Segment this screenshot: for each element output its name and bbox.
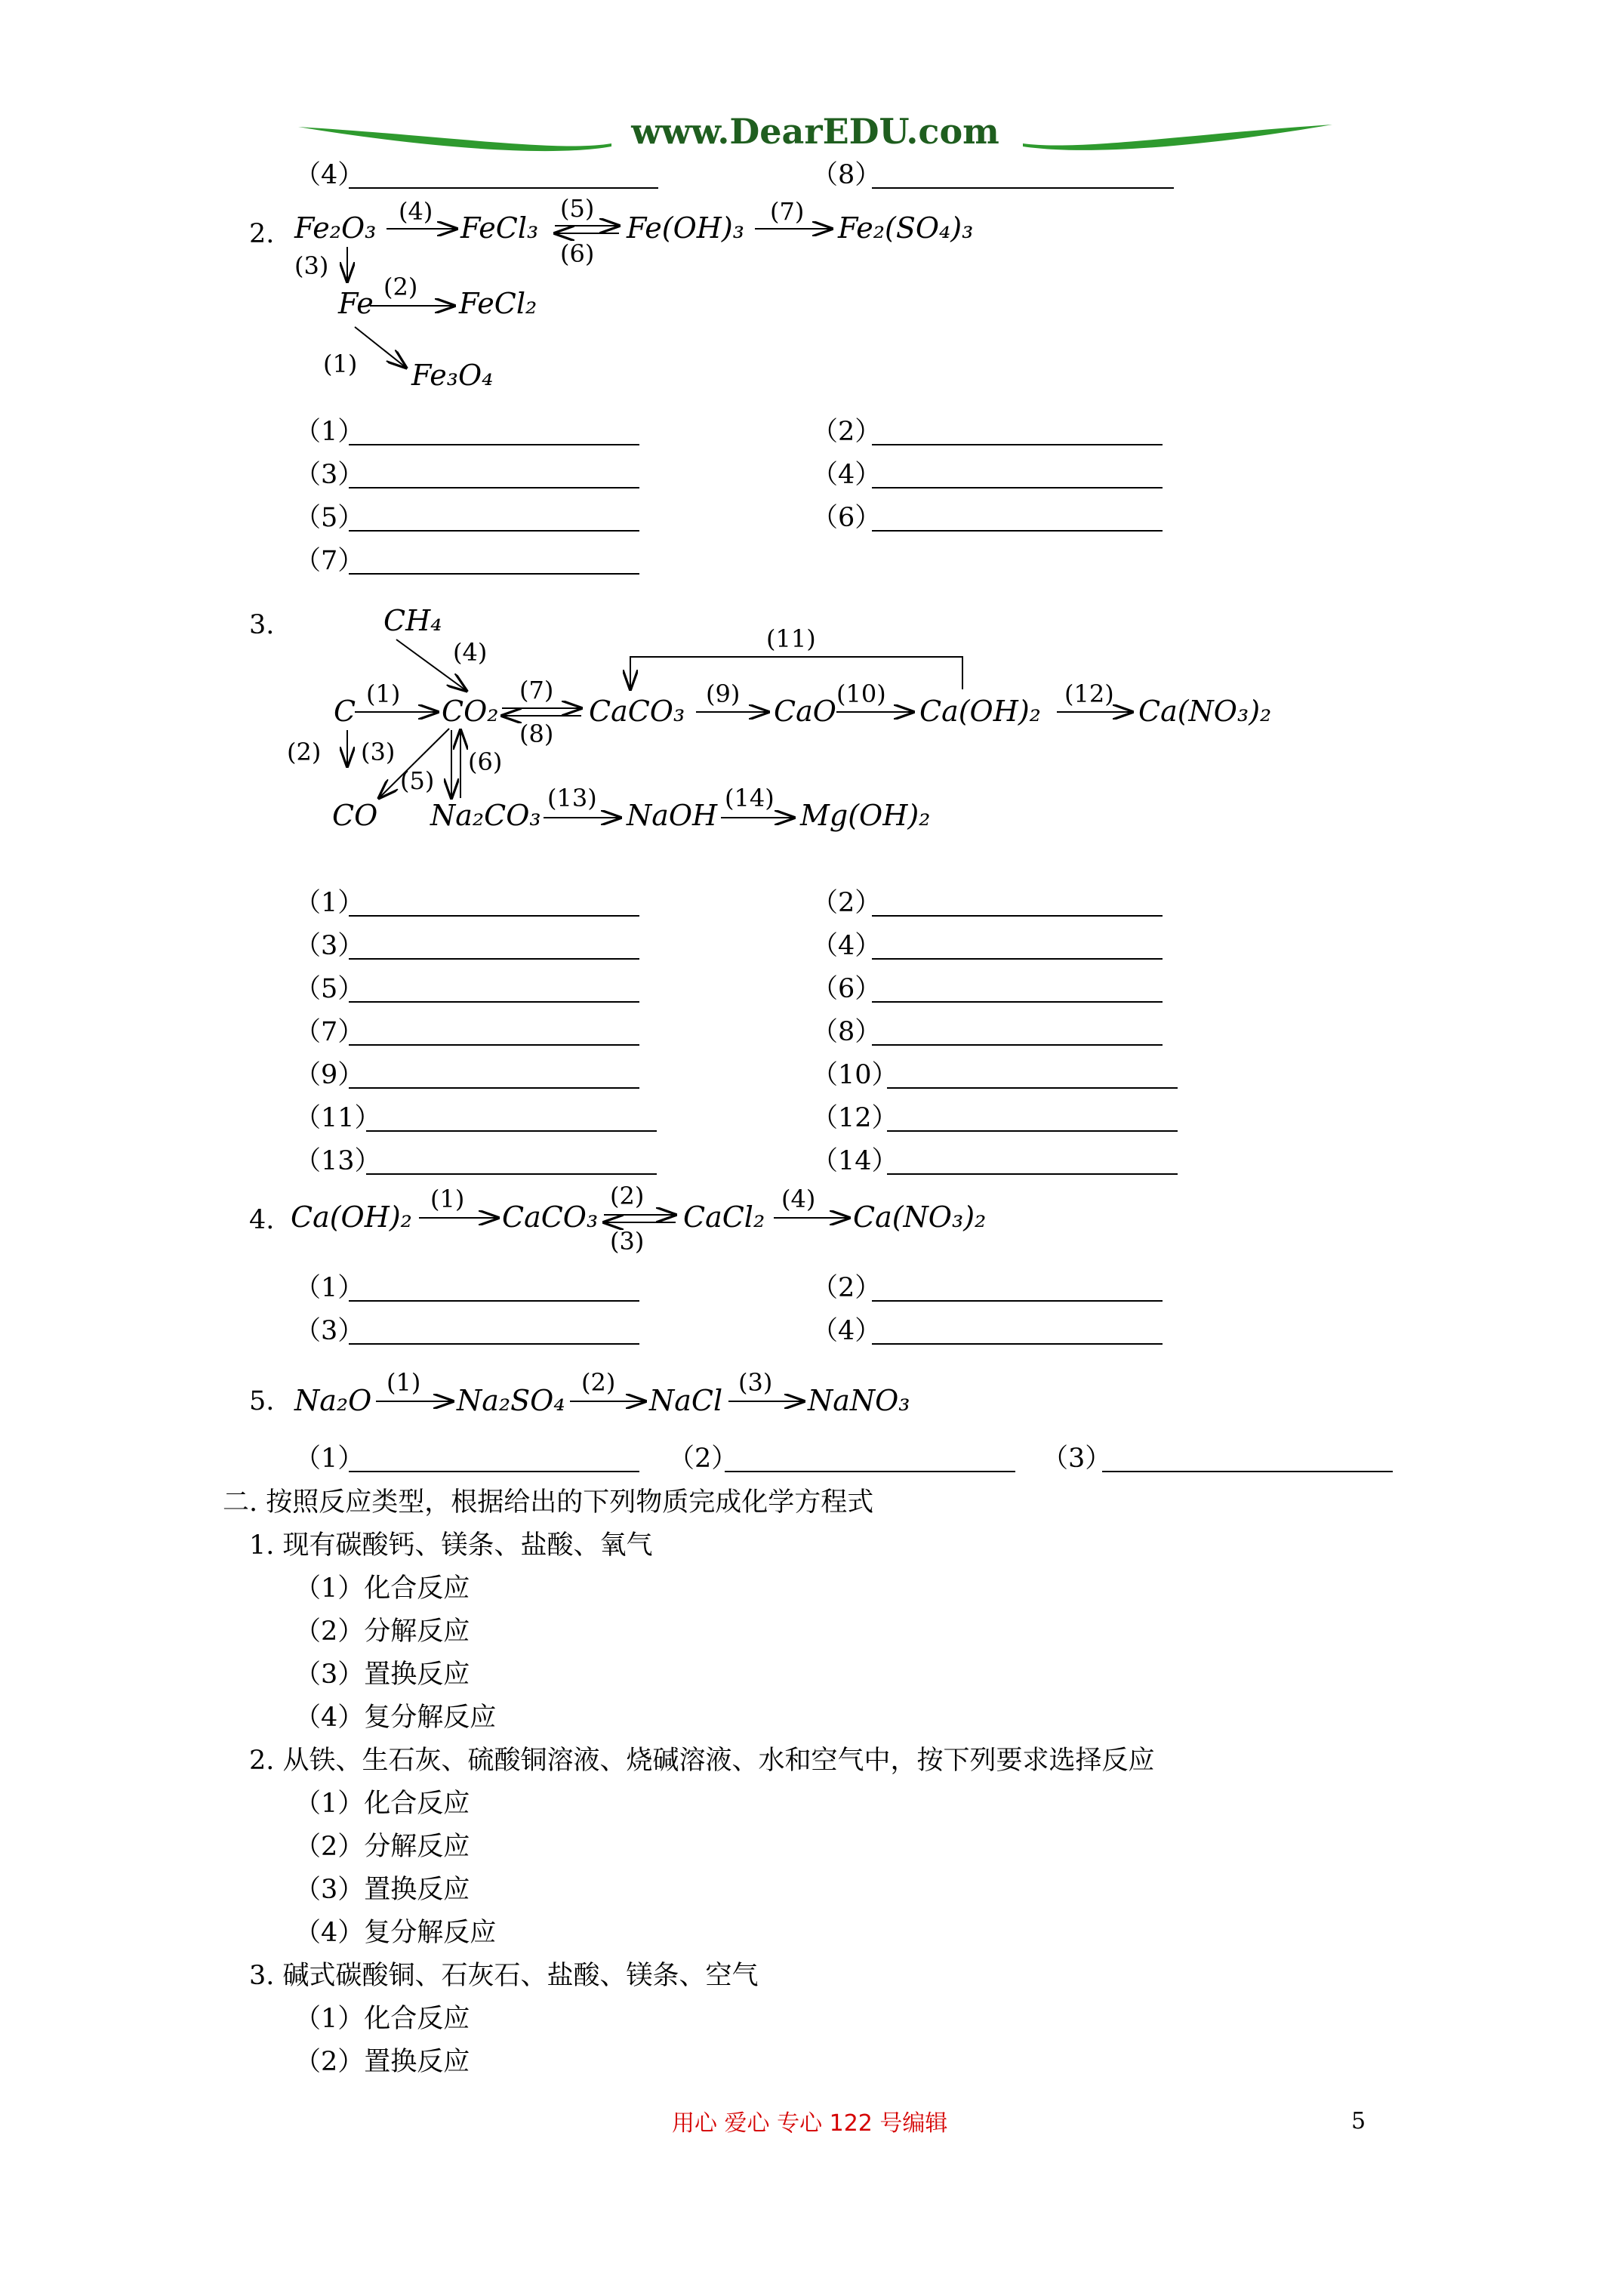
q3-arrow-label-11: (11) [766,624,816,653]
q3-arrow-label-9: (9) [706,680,741,708]
q3-answer-label-5: （5） [294,974,365,1004]
q4-reaction-diagram [287,1174,1042,1265]
s2-q3-title: 3. 碱式碳酸铜、石灰石、盐酸、镁条、空气 [249,1961,759,1991]
species-co: CO [332,799,378,832]
q3-arrow-label-12: (12) [1064,680,1114,708]
q3-answer-label-7: （7） [294,1017,365,1047]
q5-species-nacl: NaCl [649,1384,723,1417]
q4-answer-blank-1[interactable] [349,1300,639,1302]
q2-answer-label-7: （7） [294,546,365,576]
q3-answer-label-8: （8） [812,1017,882,1047]
question-4-number: 4. [249,1205,275,1235]
q3-answer-label-12: （12） [812,1103,898,1133]
q3-answer-label-10: （10） [812,1060,898,1090]
q4-answer-blank-3[interactable] [349,1343,639,1345]
q5-species-nano3: NaNO₃ [808,1384,910,1417]
species-cano32: Ca(NO₃)₂ [1138,695,1272,728]
q2-answer-blank-3[interactable] [349,487,639,488]
q3-answer-blank-3[interactable] [349,958,639,960]
species-fecl2: FeCl₂ [459,287,537,320]
q3-answer-blank-4[interactable] [872,958,1163,960]
arrow-label-2: (2) [383,273,418,301]
q3-answer-label-9: （9） [294,1060,365,1090]
q4-species-caco3: CaCO₃ [502,1200,599,1234]
q3-answer-blank-6[interactable] [872,1001,1163,1003]
q3-reaction-diagram [279,600,1291,849]
q3-answer-label-13: （13） [294,1146,381,1176]
q3-arrow-label-3: (3) [361,738,396,766]
q5-answer-label-3: （3） [1042,1444,1112,1474]
q4-arrow-label-1: (1) [430,1185,465,1213]
q2-answer-blank-2[interactable] [872,444,1163,445]
q5-species-na2so4: Na₂SO₄ [457,1384,565,1417]
q2-answer-label-2: （2） [812,417,882,447]
species-fecl3: FeCl₃ [460,211,539,245]
q2-answer-blank-5[interactable] [349,530,639,532]
q4-species-caoh2: Ca(OH)₂ [291,1200,412,1234]
q3-arrow-label-5: (5) [400,766,435,795]
q4-species-cano32: Ca(NO₃)₂ [853,1200,987,1234]
footer-text: 用心 爱心 专心 122 号编辑 [672,2110,948,2137]
q2-answer-blank-4[interactable] [872,487,1163,488]
q2-answer-label-6: （6） [812,503,882,533]
q2-reaction-diagram [287,193,1042,404]
q3-answer-label-3: （3） [294,931,365,961]
q3-arrow-label-4: (4) [453,638,488,667]
s2-q2-item-2: （2）分解反应 [294,1832,470,1862]
q4-answer-label-3: （3） [294,1316,365,1346]
answer-blank-4-top[interactable] [349,187,658,189]
q3-arrow-label-10: (10) [836,680,886,708]
q5-answer-label-1: （1） [294,1444,365,1474]
q4-answer-blank-4[interactable] [872,1343,1163,1345]
q3-arrow-label-7: (7) [519,676,554,704]
q3-answer-blank-9[interactable] [349,1087,639,1089]
q3-arrow-label-14: (14) [725,784,775,812]
species-c: C [334,695,356,728]
q5-arrow-label-3: (3) [738,1368,773,1397]
s2-q1-item-4: （4）复分解反应 [294,1703,497,1733]
logo-text: www.DearEDU.com [631,113,999,152]
q3-arrow-label-2: (2) [287,738,322,766]
species-caco3: CaCO₃ [589,695,685,728]
species-cao: CaO [774,695,836,728]
arrow-label-1: (1) [323,350,358,378]
s2-q1-item-1: （1）化合反应 [294,1573,470,1604]
q5-species-na2o: Na₂O [294,1384,372,1417]
species-caoh2: Ca(OH)₂ [919,695,1041,728]
q3-answer-blank-5[interactable] [349,1001,639,1003]
q3-answer-blank-11[interactable] [366,1130,657,1132]
answer-label-8-top: （8） [812,160,882,190]
q3-answer-label-4: （4） [812,931,882,961]
q3-arrow-11 [630,657,962,689]
q2-answer-blank-7[interactable] [349,573,639,575]
q3-answer-label-1: （1） [294,888,365,918]
q2-answer-label-4: （4） [812,460,882,490]
q4-answer-label-2: （2） [812,1273,882,1303]
q4-answer-label-1: （1） [294,1273,365,1303]
q3-answer-label-2: （2） [812,888,882,918]
question-3-number: 3. [249,610,275,640]
s2-q3-item-1: （1）化合反应 [294,2004,470,2034]
q3-answer-label-6: （6） [812,974,882,1004]
q4-arrow-label-3: (3) [610,1227,645,1256]
q2-answer-label-1: （1） [294,417,365,447]
q3-answer-blank-2[interactable] [872,915,1163,917]
s2-q2-item-3: （3）置换反应 [294,1875,470,1905]
q4-arrow-label-2: (2) [610,1182,645,1210]
arrow-label-6: (6) [560,239,595,268]
species-feoh3: Fe(OH)₃ [627,211,744,245]
s2-q2-item-1: （1）化合反应 [294,1789,470,1819]
arrow-1 [355,327,406,368]
q4-answer-blank-2[interactable] [872,1300,1163,1302]
question-2-number: 2. [249,219,275,249]
q4-species-cacl2: CaCl₂ [683,1200,765,1234]
species-naoh: NaOH [627,799,718,832]
species-na2co3: Na₂CO₃ [430,799,541,832]
answer-blank-8-top[interactable] [872,187,1174,189]
page-number: 5 [1351,2108,1366,2134]
q3-answer-blank-7[interactable] [349,1044,639,1046]
species-co2: CO₂ [442,695,499,728]
s2-q1-item-3: （3）置换反应 [294,1660,470,1690]
q3-arrow-label-1: (1) [366,680,401,708]
s2-q2-title: 2. 从铁、生石灰、硫酸铜溶液、烧碱溶液、水和空气中，按下列要求选择反应 [249,1746,1155,1776]
species-fe: Fe [338,287,374,320]
species-fe2o3: Fe₂O₃ [294,211,377,245]
species-fe3o4: Fe₃O₄ [411,359,494,392]
species-mgoh2: Mg(OH)₂ [800,799,931,832]
q5-answer-blank-3[interactable] [1102,1471,1393,1472]
section-2-heading: 二. 按照反应类型，根据给出的下列物质完成化学方程式 [223,1487,874,1518]
q3-arrow-label-6: (6) [468,747,503,776]
answer-label-4-top: （4） [294,160,365,190]
question-5-number: 5. [249,1386,275,1416]
q3-answer-blank-8[interactable] [872,1044,1163,1046]
q3-answer-label-14: （14） [812,1146,898,1176]
species-ch4: CH₄ [383,604,442,637]
q3-answer-blank-12[interactable] [887,1130,1178,1132]
q5-answer-blank-1[interactable] [349,1471,639,1472]
q2-answer-blank-1[interactable] [349,444,639,445]
header-logo [294,113,1336,166]
q4-answer-label-4: （4） [812,1316,882,1346]
species-fe2so43: Fe₂(SO₄)₃ [838,211,974,245]
logo-swoosh-graphic [294,113,1336,166]
q3-answer-label-11: （11） [294,1103,381,1133]
arrow-label-3: (3) [294,251,329,280]
q3-answer-blank-10[interactable] [887,1087,1178,1089]
q5-arrow-label-1: (1) [387,1368,421,1397]
q3-answer-blank-1[interactable] [349,915,639,917]
q5-arrow-label-2: (2) [581,1368,616,1397]
arrow-label-4: (4) [399,197,433,226]
s2-q2-item-4: （4）复分解反应 [294,1918,497,1948]
q2-answer-label-3: （3） [294,460,365,490]
q5-answer-blank-2[interactable] [725,1471,1015,1472]
s2-q3-item-2: （2）置换反应 [294,2047,470,2077]
q3-arrow-label-13: (13) [547,784,597,812]
q4-arrow-label-4: (4) [781,1185,816,1213]
q5-answer-label-2: （2） [668,1444,738,1474]
s2-q1-item-2: （2）分解反应 [294,1616,470,1647]
q2-answer-blank-6[interactable] [872,530,1163,532]
q2-answer-label-5: （5） [294,503,365,533]
s2-q1-title: 1. 现有碳酸钙、镁条、盐酸、氧气 [249,1530,653,1561]
arrow-label-7: (7) [770,197,805,226]
arrow-label-5: (5) [560,194,595,223]
q5-reaction-diagram [287,1359,966,1427]
q3-arrow-label-8: (8) [519,720,554,748]
